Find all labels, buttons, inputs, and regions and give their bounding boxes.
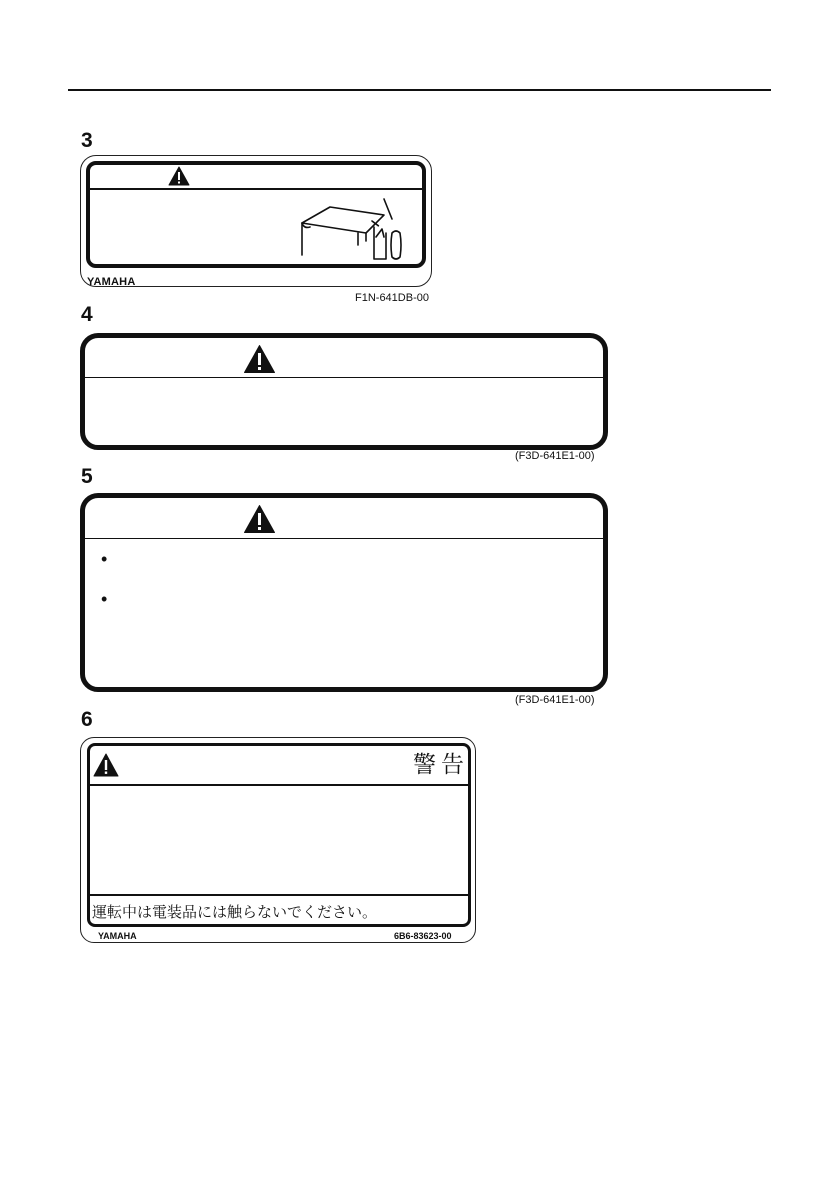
label-4-divider xyxy=(85,377,603,378)
label-4-number: 4 xyxy=(81,303,93,326)
label-5-frame xyxy=(80,493,608,692)
label-6-number: 6 xyxy=(81,708,93,731)
label-6-notice: 運転中は電装品には触らないでください。 xyxy=(92,903,378,921)
label-6-divider xyxy=(90,894,468,896)
label-6-brand: YAMAHA xyxy=(98,931,137,941)
engine-cover-drawing-icon xyxy=(296,193,408,263)
label-3-divider xyxy=(90,188,422,190)
header-rule xyxy=(68,89,771,91)
label-6-heading: 警告 xyxy=(413,752,469,778)
warning-triangle-icon xyxy=(243,504,276,534)
warning-triangle-icon xyxy=(243,344,276,374)
label-3-number: 3 xyxy=(81,129,93,152)
label-6-divider xyxy=(90,784,468,786)
warning-triangle-icon xyxy=(168,166,190,186)
label-4-part-code: (F3D-641E1-00) xyxy=(515,450,595,462)
label-3-brand: YAMAHA xyxy=(87,276,136,288)
label-5-bullet: • xyxy=(101,549,108,569)
warning-triangle-icon xyxy=(93,753,119,777)
label-3-part-code: F1N-641DB-00 xyxy=(355,292,429,304)
label-5-number: 5 xyxy=(81,465,93,488)
label-5-part-code: (F3D-641E1-00) xyxy=(515,694,595,706)
label-4-frame xyxy=(80,333,608,450)
label-5-bullet: • xyxy=(101,589,108,609)
label-6-part-code: 6B6-83623-00 xyxy=(394,931,452,941)
label-5-divider xyxy=(85,538,603,539)
